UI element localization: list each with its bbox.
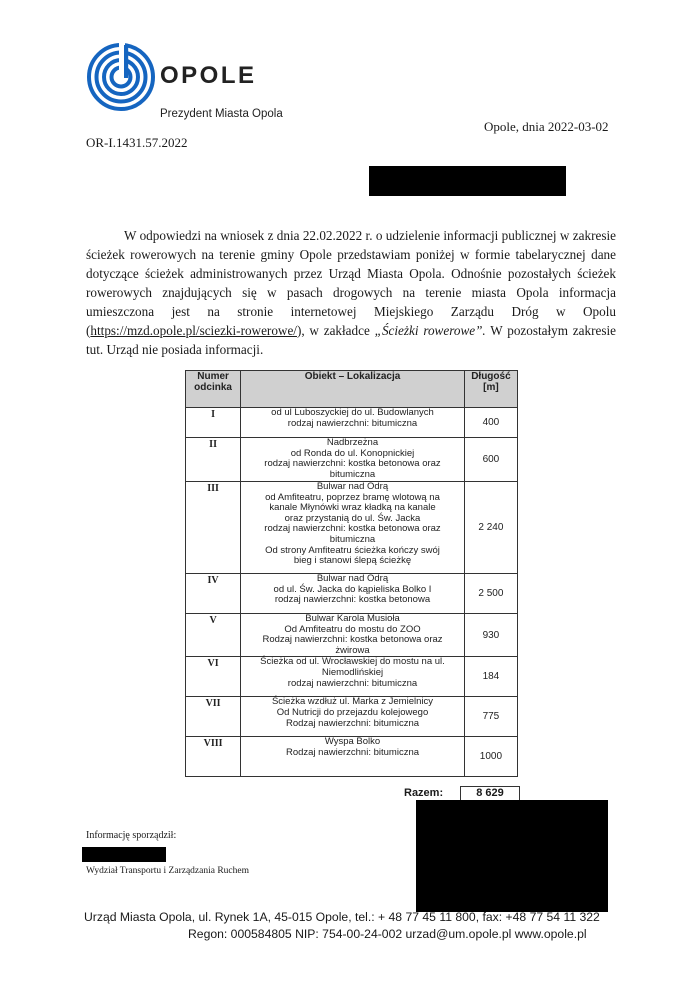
- department-name: Wydział Transportu i Zarządzania Ruchem: [86, 866, 249, 876]
- segment-number: IV: [186, 574, 241, 614]
- header-length: Długość [m]: [464, 371, 517, 408]
- segment-location: [241, 697, 465, 737]
- logo-subtitle: Prezydent Miasta Opola: [160, 108, 283, 120]
- segment-length: 600: [464, 438, 517, 482]
- location-line: Nadbrzeżna: [326, 437, 379, 448]
- segment-length: 2 240: [464, 482, 517, 574]
- table-row: [186, 697, 518, 737]
- bike-paths-table: [185, 370, 518, 777]
- location-line: rodzaj nawierzchni: kostka betonowa: [274, 594, 431, 606]
- header-object: Obiekt – Lokalizacja: [241, 371, 465, 408]
- segment-location: [241, 574, 465, 614]
- location-line: kanale Młynówki wraz kładką na kanale: [269, 502, 436, 514]
- footer-address: Urząd Miasta Opola, ul. Rynek 1A, 45-015 Opole, tel.: + 48 77 45 11 800, fax: +48 77 54 11 322: [84, 910, 600, 924]
- mzd-link[interactable]: https://mzd.opole.pl/sciezki-rowerowe/: [90, 323, 297, 338]
- location-line: Rodzaj nawierzchni: bitumiczna: [285, 717, 420, 729]
- tab-name: „Ścieżki rowerowe”.: [374, 323, 486, 338]
- table-row: [186, 737, 518, 777]
- location-line: od Ronda do ul. Konopnickiej: [290, 447, 415, 459]
- location-line: od ul. Św. Jacka do kąpieliska Bolko I: [273, 583, 432, 595]
- prepared-by-label: Informację sporządził:: [86, 830, 177, 841]
- segment-number: III: [186, 482, 241, 574]
- segment-location: [241, 482, 465, 574]
- table-header-row: [186, 371, 518, 408]
- location-line: oraz przystanią do ul. Św. Jacka: [284, 512, 421, 524]
- location-line: rodzaj nawierzchni: bitumiczna: [287, 417, 418, 429]
- segment-number: VII: [186, 697, 241, 737]
- location-line: Od strony Amfiteatru ścieżka kończy swój: [265, 544, 440, 556]
- segment-number: V: [186, 614, 241, 657]
- location-line: bitumiczna: [329, 533, 376, 545]
- table-row: [186, 438, 518, 482]
- segment-location: [241, 408, 465, 438]
- segment-length: 184: [464, 657, 517, 697]
- segment-length: 930: [464, 614, 517, 657]
- table-row: [186, 657, 518, 697]
- body-text-part1: W odpowiedzi na wniosek z dnia 22.02.2022 r. o udzielenie informacji publicznej w zakresie ścieżek rowerowych na terenie gminy Opole przedstawiam poniżej w formie tabelarycznej dane dotyczące ścieżek administrowanych przez Urząd Miasta Opola. Odnośnie pozostałych ścieżek rowerowych znajdujących się w pasach drogowych na terenie miasta Opola informacja umieszczona jest na stronie internetowej Miejskiego Zarządu Dróg w Opolu (: [86, 228, 616, 338]
- total-value: 8 629: [476, 787, 504, 799]
- segment-length: 775: [464, 697, 517, 737]
- location-line: Rodzaj nawierzchni: bitumiczna: [285, 746, 420, 758]
- location-line: rodzaj nawierzchni: kostka betonowa oraz: [264, 523, 441, 535]
- opole-logo-icon: [86, 42, 156, 112]
- segment-length: 1000: [464, 737, 517, 777]
- table-row: [186, 482, 518, 574]
- location-line: Od Nutricji do przejazdu kolejowego: [276, 706, 429, 718]
- segment-number: II: [186, 438, 241, 482]
- place-date: Opole, dnia 2022-03-02: [484, 119, 609, 134]
- body-text-part3: W pozostałym zakresie tut. Urząd nie posiada informacji.: [86, 323, 616, 357]
- segment-location: [241, 614, 465, 657]
- location-line: Od Amfiteatru do mostu do ZOO: [284, 623, 421, 635]
- redacted-addressee: [369, 166, 566, 196]
- location-line: żwirowa: [335, 644, 370, 656]
- logo-wordmark: OPOLE: [160, 62, 257, 89]
- location-line: bieg i stanowi ślepą ścieżkę: [293, 555, 412, 567]
- location-line: Niemodlińskiej: [321, 666, 384, 678]
- location-line: od Amfiteatru, poprzez bramę wlotową na: [265, 491, 440, 503]
- location-line: rodzaj nawierzchni: bitumiczna: [287, 677, 418, 689]
- footer-registry: Regon: 000584805 NIP: 754-00-24-002 urzad@um.opole.pl www.opole.pl: [188, 927, 587, 941]
- body-paragraph: [86, 226, 616, 359]
- location-line: rodzaj nawierzchni: kostka betonowa oraz: [264, 458, 441, 470]
- segment-length: 400: [464, 408, 517, 438]
- total-label: Razem:: [404, 787, 444, 799]
- location-line: Bulwar Karola Musioła: [305, 613, 400, 624]
- location-line: Bulwar nad Odrą: [316, 481, 389, 492]
- table-row: [186, 614, 518, 657]
- body-text-part2: ), w zakładce: [296, 323, 375, 338]
- location-line: bitumiczna: [329, 468, 376, 480]
- location-line: od ul Luboszyckiej do ul. Budowlanych: [271, 407, 434, 418]
- segment-number: I: [186, 408, 241, 438]
- header-number: Numer odcinka: [186, 371, 241, 408]
- redacted-preparer-name: [82, 847, 166, 862]
- segment-location: [241, 438, 465, 482]
- redacted-signature: [416, 800, 608, 912]
- segment-number: VIII: [186, 737, 241, 777]
- location-line: Bulwar nad Odrą: [316, 573, 389, 584]
- table-row: [186, 408, 518, 438]
- table-row: [186, 574, 518, 614]
- segment-length: 2 500: [464, 574, 517, 614]
- segment-number: VI: [186, 657, 241, 697]
- location-line: Ścieżka od ul. Wrocławskiej do mostu na ul.: [260, 656, 445, 668]
- location-line: Wyspa Bolko: [324, 736, 381, 748]
- segment-location: [241, 737, 465, 777]
- location-line: Ścieżka wzdłuż ul. Marka z Jemielnicy: [271, 696, 433, 708]
- location-line: Rodzaj nawierzchni: kostka betonowa oraz: [262, 634, 443, 646]
- segment-location: [241, 657, 465, 697]
- reference-number: OR-I.1431.57.2022: [86, 135, 188, 150]
